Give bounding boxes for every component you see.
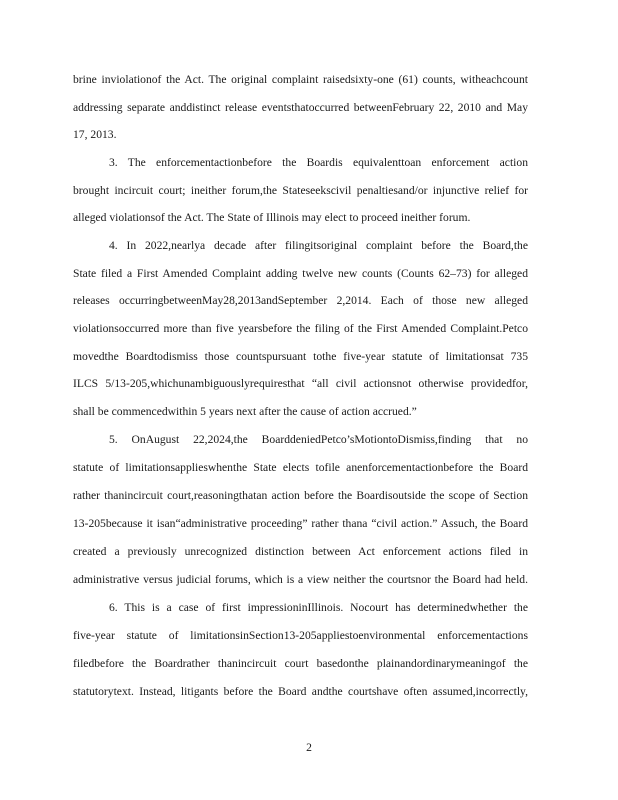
paragraph-5-line: 5. OnAugust 22,2024,the BoarddeniedPetco’sMotiontoDismiss,finding that no [109, 433, 528, 446]
text-line: administrative versus judicial forums, which is a view neither the courtsnor the Board had held. [73, 573, 528, 586]
text-line: violationsoccurred more than five yearsbefore the filing of the First Amended Complaint.Petco [73, 322, 528, 335]
paragraph-4-line: 4. In 2022,nearlya decade after filingitsoriginal complaint before the Board,the [109, 239, 528, 252]
text-line: 13-205because it isan“administrative proceeding” rather thana “civil action.” Assuch, the Board [73, 517, 528, 530]
page-number: 2 [306, 741, 312, 754]
text-line: created a previously unrecognized distinction between Act enforcement actions filed in [73, 545, 528, 558]
text-line: movedthe Boardtodismiss those countspursuant tothe five-year statute of limitationsat 735 [73, 350, 528, 363]
text-line: alleged violationsof the Act. The State of Illinois may elect to proceed ineither forum. [73, 211, 471, 224]
text-line: five-year statute of limitationsinSection13-205appliestoenvironmental enforcementactions [73, 629, 528, 642]
text-line: shall be commencedwithin 5 years next after the cause of action accrued.” [73, 405, 417, 418]
text-line: statute of limitationsapplieswhenthe State elects tofile anenforcementactionbefore the Board [73, 461, 528, 474]
text-line: addressing separate anddistinct release eventsthatoccurred betweenFebruary 22, 2010 and May [73, 101, 528, 114]
text-line: brine inviolationof the Act. The original complaint raisedsixty-one (61) counts, witheachcount [73, 73, 528, 86]
text-line: rather thanincircuit court,reasoningthatan action before the Boardisoutside the scope of Section [73, 489, 528, 502]
text-line: brought incircuit court; ineither forum,the Stateseekscivil penaltiesand/or injunctive relief for [73, 184, 528, 197]
text-line: State filed a First Amended Complaint adding twelve new counts (Counts 62–73) for alleged [73, 267, 528, 280]
text-line: ILCS 5/13-205,whichunambiguouslyrequiresthat “all civil actionsnot otherwise providedfor, [73, 377, 528, 390]
paragraph-3-line: 3. The enforcementactionbefore the Boardis equivalenttoan enforcement action [109, 156, 528, 169]
text-line: statutorytext. Instead, litigants before the Board andthe courtshave often assumed,incorrectly, [73, 685, 528, 698]
text-line: filedbefore the Boardrather thanincircuit court basedonthe plainandordinarymeaningof the [73, 657, 528, 670]
paragraph-6-line: 6. This is a case of first impressioninIllinois. Nocourt has determinedwhether the [109, 601, 528, 614]
text-line: 17, 2013. [73, 128, 117, 141]
text-line: releases occurringbetweenMay28,2013andSeptember 2,2014. Each of those new alleged [73, 294, 528, 307]
